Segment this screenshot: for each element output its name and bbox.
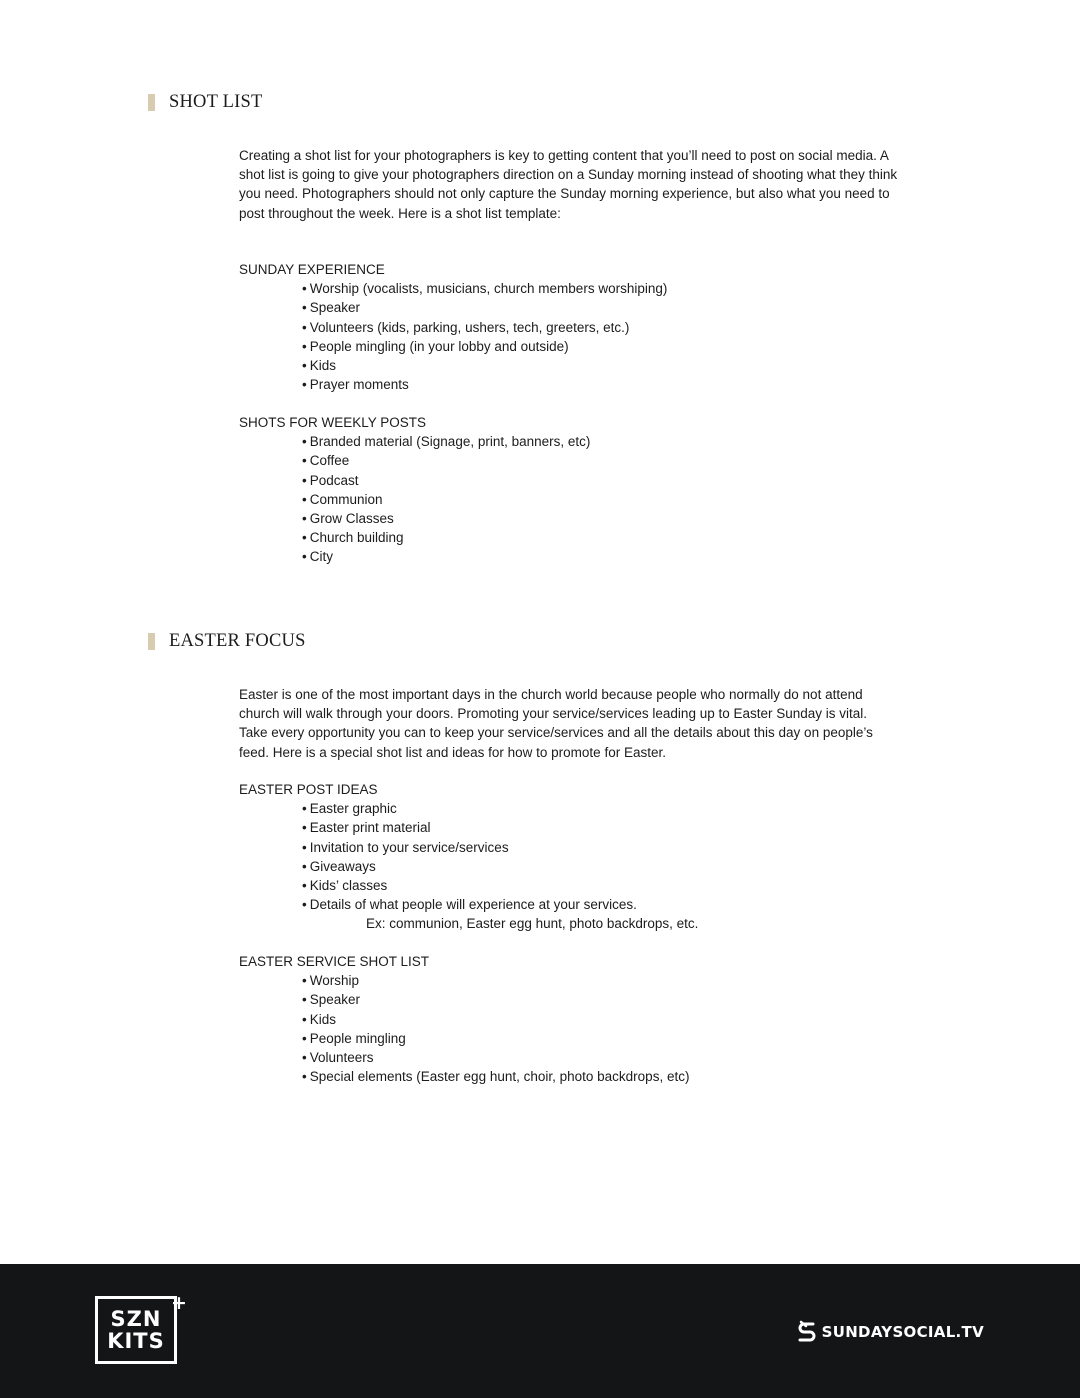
group-shots-for-weekly-posts [239, 413, 590, 567]
list-item: • Easter print material [302, 820, 431, 836]
group-easter-service-shot-list [239, 952, 689, 1086]
section-heading-text: SHOT LIST [169, 92, 263, 112]
heading-accent-bar [148, 94, 155, 111]
list-item: • Speaker [302, 992, 361, 1008]
list-item: • Prayer moments [302, 377, 409, 393]
logo-plus: + [171, 1292, 187, 1314]
brand-text: SUNDAYSOCIAL.TV [821, 1323, 984, 1341]
list-item: • Kids [302, 1011, 336, 1027]
szn-kits-logo [95, 1296, 177, 1364]
list-item: • Volunteers [302, 1050, 374, 1066]
bullet-list [239, 432, 590, 566]
group-title: EASTER POST IDEAS [239, 782, 378, 797]
group-title: SUNDAY EXPERIENCE [239, 262, 385, 277]
list-item: • Church building [302, 530, 404, 546]
list-item: • People mingling (in your lobby and outside) [302, 338, 569, 354]
section-heading-easter-focus [148, 631, 306, 652]
logo-line-2: KITS [107, 1329, 165, 1353]
list-item: • Special elements (Easter egg hunt, choir, photo backdrops, etc) [302, 1069, 690, 1085]
list-item: • City [302, 549, 333, 565]
bullet-list [239, 971, 689, 1086]
group-title: SHOTS FOR WEEKLY POSTS [239, 415, 427, 430]
list-item: • Communion [302, 491, 383, 507]
list-item: • Speaker [302, 300, 361, 316]
shot-list-intro: Creating a shot list for your photographers is key to getting content that you’ll need to post on social media. A shot list is going to give your photographers direction on a Sunday morning instead of shooting what they think you need. Photographers should not only capture the Sunday morning experience, but also what you need to post throughout the week. Here is a shot list template: [239, 148, 898, 221]
section-heading-shot-list [148, 92, 262, 113]
section-heading-text: EASTER FOCUS [169, 631, 306, 651]
list-item: • Coffee [302, 453, 350, 469]
list-item: • Invitation to your service/services [302, 839, 509, 855]
list-item: • Branded material (Signage, print, banners, etc) [302, 434, 591, 450]
list-item: • Kids [302, 358, 336, 374]
sundaysocial-brand [797, 1320, 984, 1344]
group-sunday-experience [239, 260, 667, 394]
bullet-list [239, 799, 698, 933]
heading-accent-bar [148, 633, 155, 650]
list-item: • Giveaways [302, 858, 376, 874]
easter-focus-intro: Easter is one of the most important days in the church world because people who normally do not attend church will walk through your doors. Promoting your service/services leading up to Easter Sunday is vital. Take every opportunity you can to keep your service/services and all the details about this day on people’s feed. Here is a special shot list and ideas for how to promote for Easter. [239, 687, 873, 760]
list-item: • Kids’ classes [302, 878, 388, 894]
footer [0, 1264, 1080, 1398]
group-title: EASTER SERVICE SHOT LIST [239, 954, 430, 969]
list-item: • Worship [302, 973, 360, 989]
list-item: • People mingling [302, 1030, 406, 1046]
logo-line-1: SZN [110, 1307, 162, 1331]
list-item: • Details of what people will experience at your services. [302, 897, 637, 913]
list-item: • Podcast [302, 472, 359, 488]
list-item: • Worship (vocalists, musicians, church members worshiping) [302, 281, 668, 297]
s-logo-icon [797, 1320, 817, 1344]
list-item: • Volunteers (kids, parking, ushers, tech, greeters, etc.) [302, 319, 630, 335]
list-item: • Easter graphic [302, 801, 397, 817]
list-item: • Grow Classes [302, 511, 394, 527]
bullet-list [239, 279, 667, 394]
list-sub-note: Ex: communion, Easter egg hunt, photo backdrops, etc. [366, 916, 699, 932]
group-easter-post-ideas [239, 780, 698, 934]
